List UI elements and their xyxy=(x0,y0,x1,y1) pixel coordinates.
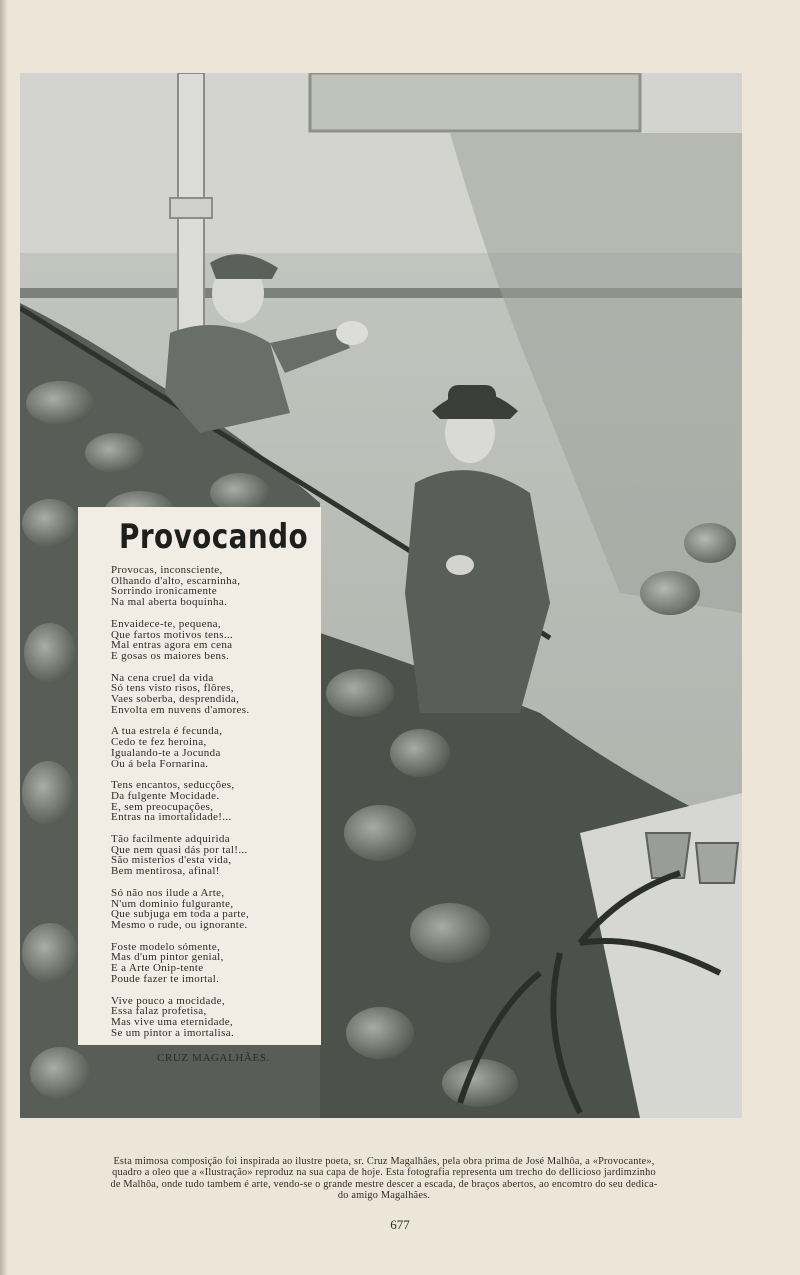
poem-stanza xyxy=(111,673,321,716)
pipe-joint xyxy=(170,198,212,218)
caption-line: de Malhôa, onde tudo tambem é arte, vendo-se o grande mestre descer a escada, de braços abertos, ao encomtro do seu dedica- xyxy=(110,1178,658,1190)
caption-line: quadro a oleo que a «Ilustração» reproduz na sua capa de hoje. Esta fotografia representa um trecho do dellicioso jardimzinho xyxy=(112,1167,656,1179)
flower-pot xyxy=(696,843,738,883)
poem-line: Só não nos ilude a Arte, xyxy=(111,886,225,899)
window-sill xyxy=(310,73,640,131)
poem-line: Que subjuga em toda a parte, xyxy=(111,908,250,921)
poem-author: CRUZ MAGALHÃES. xyxy=(157,1052,270,1065)
poem-stanza xyxy=(111,834,321,877)
poem-stanza xyxy=(111,780,321,823)
poem-line: Mesmo o rude, ou ignorante. xyxy=(111,918,248,931)
caption-line: do amigo Magalhães. xyxy=(337,1189,431,1201)
poem-line: Poude fazer te imortal. xyxy=(111,972,220,985)
poem-line: E, sem preocupações, xyxy=(111,800,214,813)
poem-line: Entras na imortalidade!... xyxy=(111,811,232,824)
poem-line: Que nem quasi dás por tal!... xyxy=(111,843,248,856)
poem-line: Vaes soberba, desprendida, xyxy=(111,693,240,706)
poem-line: Mal entras agora em cena xyxy=(111,639,233,652)
poem-line: Da fulgente Mocidade. xyxy=(111,789,220,802)
poem-stanza xyxy=(111,942,321,985)
poem-line: Só tens visto risos, flôres, xyxy=(111,682,234,695)
poem-title: Provocando xyxy=(119,517,309,557)
flower-pot xyxy=(646,833,690,878)
poem-line: Que fartos motivos tens... xyxy=(111,628,234,641)
poem-line: Mas d'um pintor genial, xyxy=(111,951,224,964)
poem-stanza xyxy=(111,619,321,662)
poem-line: Bem mentirosa, afinal! xyxy=(111,865,220,878)
poem-line: Na mal aberta boquinha. xyxy=(111,596,228,609)
page-binding-shadow xyxy=(0,0,8,1275)
poem-stanza xyxy=(111,726,321,769)
poem-line: Tão facilmente adquirida xyxy=(111,833,230,846)
poem-line: Igualando-te a Jocunda xyxy=(111,746,221,759)
poem-line: São misterios d'esta vida, xyxy=(111,854,232,867)
poem-line: E gosas os maiores bens. xyxy=(111,649,230,662)
poem-line: Essa falaz profetisa, xyxy=(111,1005,207,1018)
poem-line: Sorrindo ironicamente xyxy=(111,585,218,598)
poem-panel xyxy=(78,507,321,1065)
poem-line: Na cena cruel da vida xyxy=(111,671,214,684)
poem-line: Olhando d'alto, escarninha, xyxy=(111,574,241,587)
poem-stanza xyxy=(111,888,321,931)
poem-line: Foste modelo sómente, xyxy=(111,940,221,953)
poem-line: Envolta em nuvens d'amores. xyxy=(111,703,250,716)
poem-line: Se um pintor a imortalisa. xyxy=(111,1026,235,1039)
poem-line: Envaidece-te, pequena, xyxy=(111,617,222,630)
poem-stanza xyxy=(111,996,321,1039)
poem-line: Cedo te fez heroina, xyxy=(111,736,207,749)
poem-line: Provocas, inconsciente, xyxy=(111,564,223,576)
poem-line: Mas vive uma eternidade, xyxy=(111,1015,234,1028)
poem-line: Vive pouco a mocidade, xyxy=(111,994,225,1007)
poem-line: A tua estrela é fecunda, xyxy=(111,725,223,738)
poem-line: N'um dominio fulgurante, xyxy=(111,897,234,910)
caption-line: Esta mimosa composição foi inspirada ao ilustre poeta, sr. Cruz Magalhães, pela obra prima de José Malhôa, a «Provocante», xyxy=(113,1156,655,1167)
photo-caption xyxy=(24,1156,744,1201)
poem-line: Tens encantos, seducções, xyxy=(111,779,235,792)
poem-line: Ou á bela Fornarina. xyxy=(111,757,209,770)
poem-line: E a Arte Onip-tente xyxy=(111,962,204,975)
poem-stanza xyxy=(111,565,321,608)
page-number: 677 xyxy=(390,1217,410,1232)
